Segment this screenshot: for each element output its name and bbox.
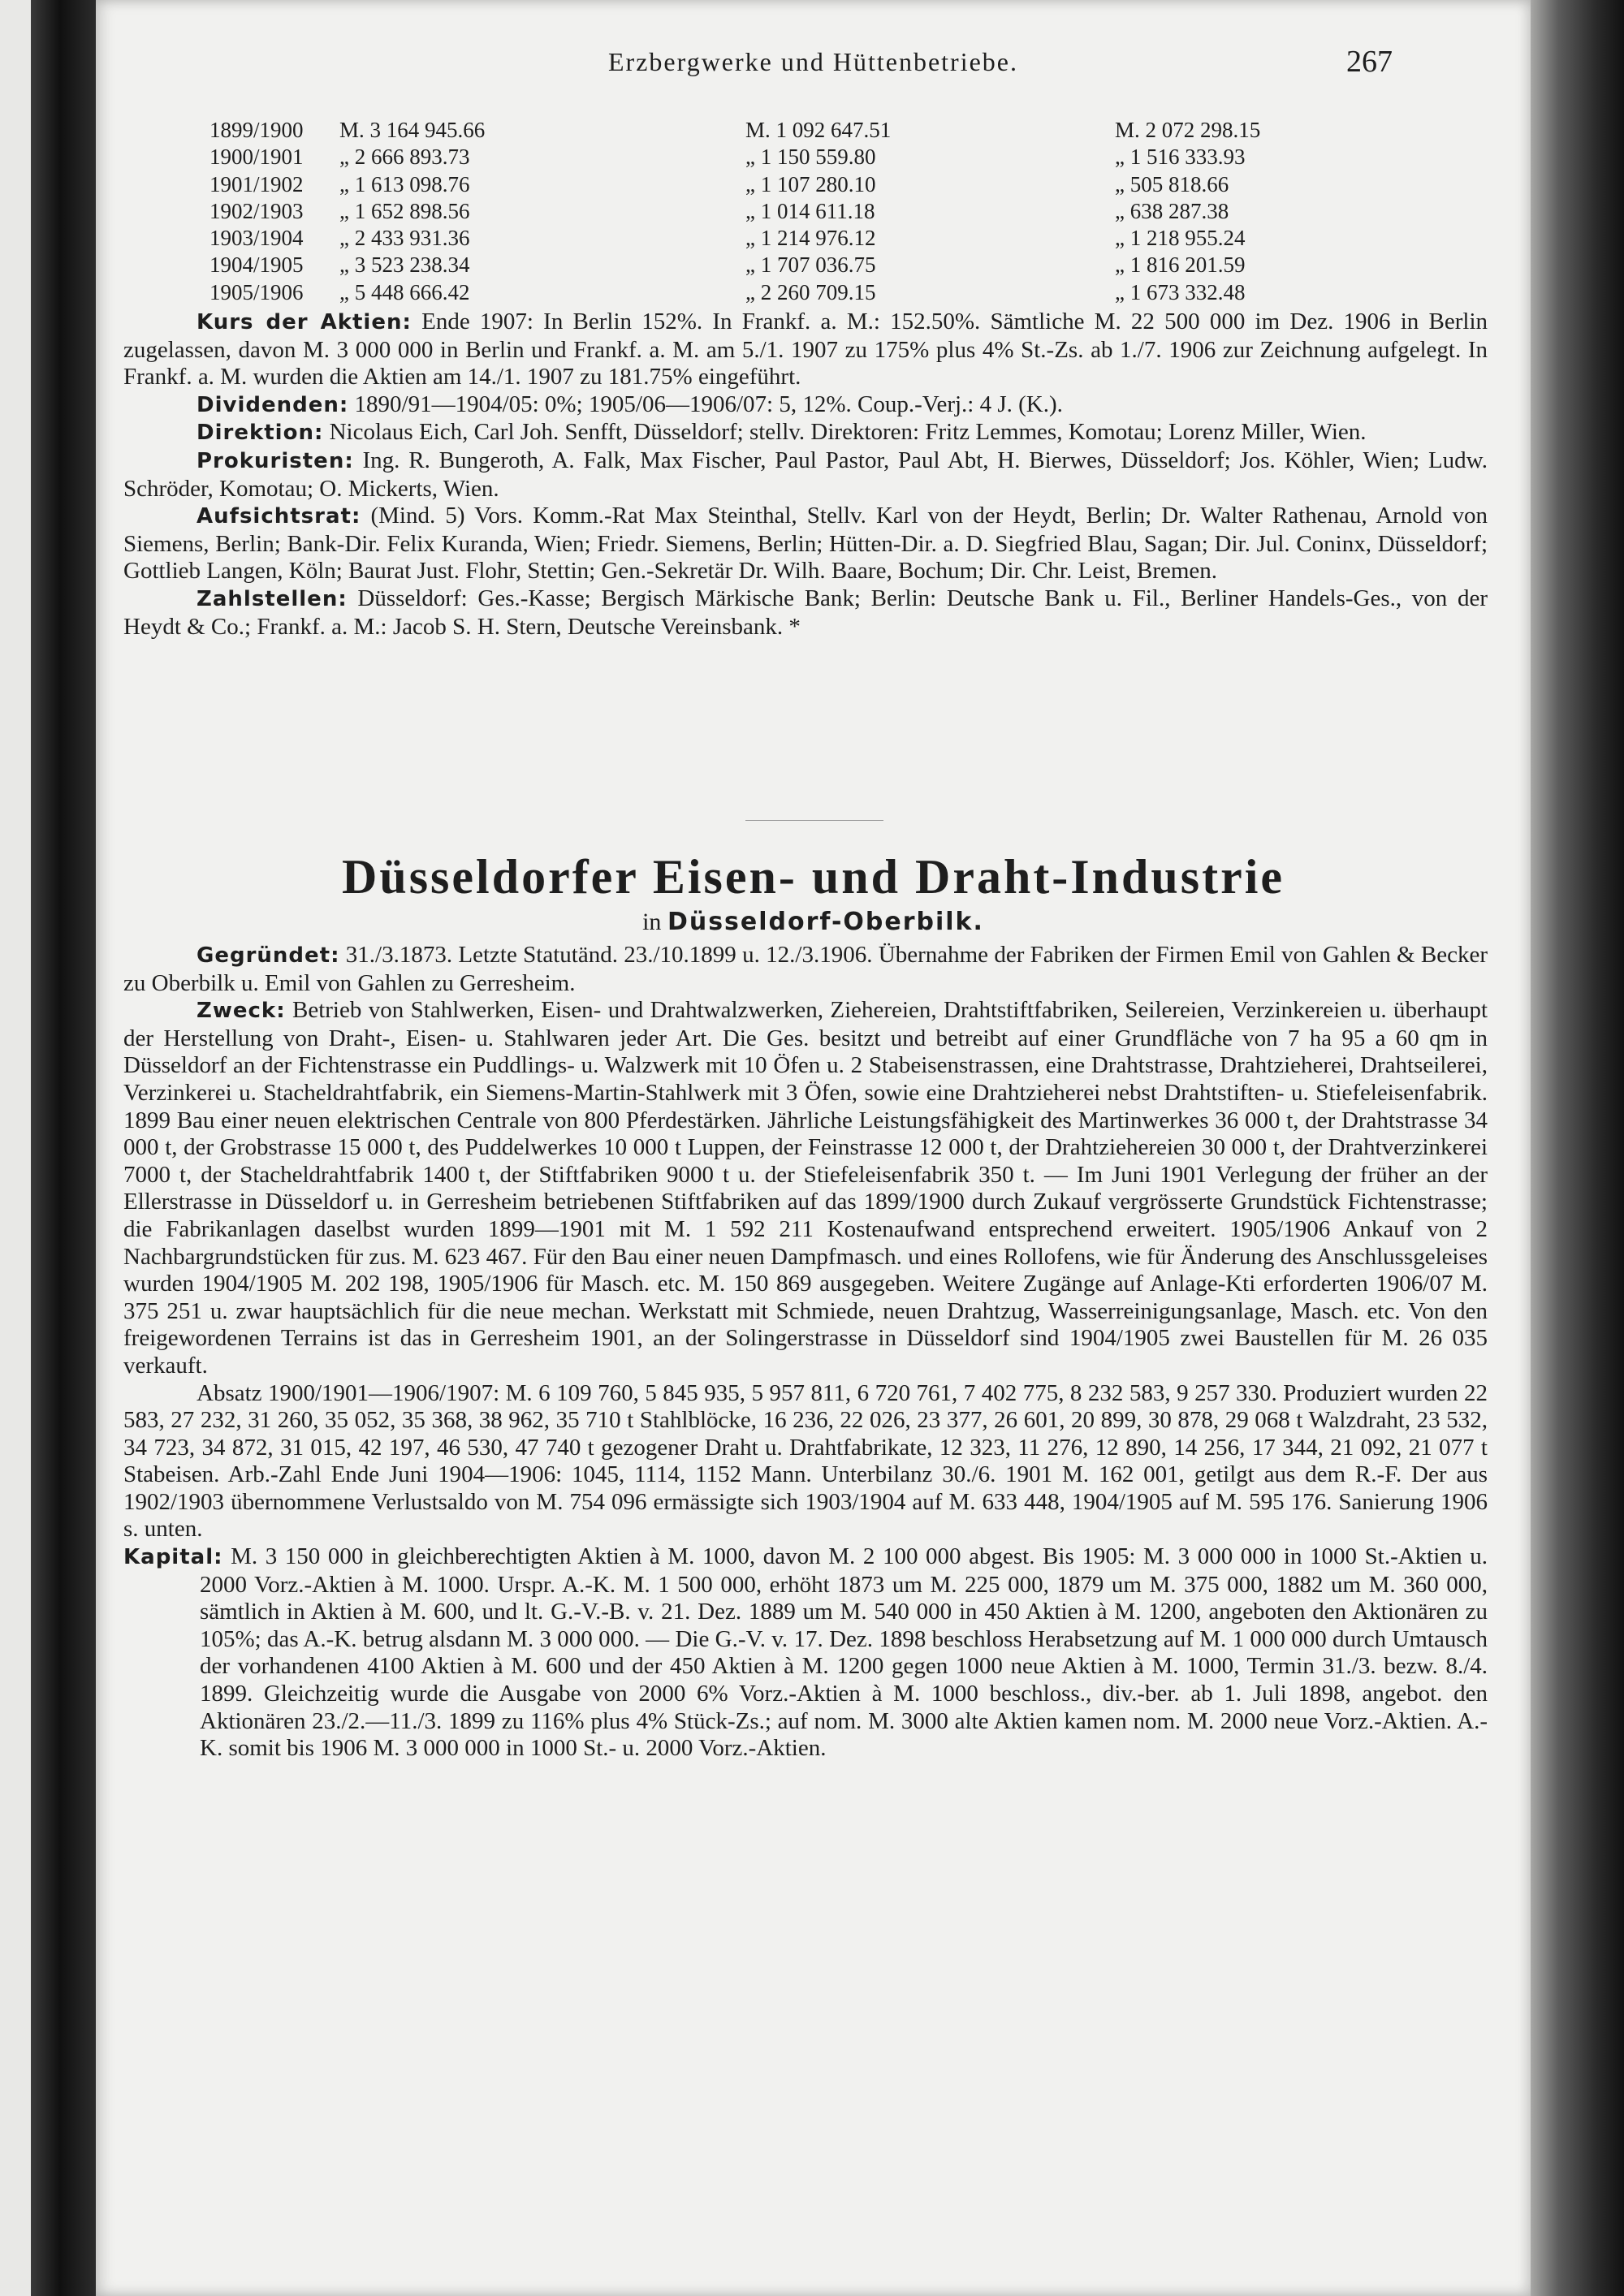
figures-column-1	[339, 117, 485, 306]
table-row-year: 1904/1905	[209, 252, 304, 278]
direktion-label: Direktion:	[197, 421, 324, 446]
zweck-label: Zweck:	[197, 999, 286, 1024]
table-cell: „ 1 150 559.80	[745, 145, 876, 170]
company-title: Düsseldorfer Eisen- und Draht-Industrie	[342, 850, 1285, 904]
dividenden-label: Dividenden:	[197, 392, 349, 417]
kapital-label: Kapital:	[123, 1545, 223, 1570]
prokuristen-text: Ing. R. Bungeroth, A. Falk, Max Fischer, Paul Pastor, Paul Abt, H. Bierwes, Düsseldorf; Jos. Köhler, Wien; Ludw. Schröder, Komotau; O. Mickerts, Wien.	[123, 447, 1488, 502]
table-cell: „ 2 666 893.73	[339, 145, 470, 170]
kurs-text: Ende 1907: In Berlin 152%. In Frankf. a. M.: 152.50%. Sämtliche M. 22 500 000 im Dez. 1906 in Berlin zugelassen, davon M. 3 000 000 in Berlin und Frankf. a. M. am 5./1. 1907 zu 175% plus 4% St.-Zs. ab 1./7. 1906 zur Zeichnung aufgelegt. In Frankf. a. M. wurden die Aktien am 14./1. 1907 zu 181.75% eingeführt.	[123, 309, 1488, 391]
aufsichtsrat-label: Aufsichtsrat:	[197, 504, 361, 529]
table-row-year: 1902/1903	[209, 198, 304, 223]
table-cell: „ 1 107 280.10	[745, 171, 876, 196]
page-number: 267	[1346, 45, 1393, 79]
dividenden-text: 1890/91—1904/05: 0%; 1905/06—1906/07: 5, 12%. Coup.-Verj.: 4 J. (K.).	[348, 391, 1063, 417]
zweck-text: Betrieb von Stahlwerken, Eisen- und Drahtwalzwerken, Ziehereien, Drahtstiftfabriken, Seilereien, Verzinkereien u. überhaupt der Herstellung von Draht-, Eisen- u. Stahlwaren jeder Art. Die Ges. besitzt und betreibt auf einer Grundfläche von 7 ha 95 a 60 qm in Düsseldorf an der Fichtenstrasse ein Puddlings- u. Walzwerk mit 10 Öfen u. 2 Stabeisenstrassen, eine Drahtstrasse, Drahtzieherei, Drahtseilerei, Verzinkerei u. Stacheldrahtfabrik, ein Siemens-Martin-Stahlwerk mit 3 Öfen, sowie eine Drahtzieherei nebst Drahtstiften- u. Stiefeleisenfabrik. 1899 Bau einer neuen elektrischen Centrale von 800 Pferdestärken. Jährliche Leistungsfähigkeit des Martinwerkes 36 000 t, der Drahtstrasse 34 000 t, der Grobstrasse 15 000 t, des Puddelwerkes 10 000 t Luppen, der Feinstrasse 12 000 t, der Drahtziehereien 30 000 t, der Drahtverzinkerei 7000 t, der Stacheldrahtfabrik 1400 t, der Stiftfabriken 9000 t u. der Stiefeleisenfabrik 350 t. — Im Juni 1901 Verlegung der früher an der Ellerstrasse in Düsseldorf u. in Gerresheim betriebenen Stiftfabriken auf das 1899/1900 durch Zukauf vergrösserte Grundstück Fichtenstrasse; die Fabrikanlagen daselbst wurden 1899—1901 mit M. 1 592 211 Kostenaufwand entsprechend erweitert. 1905/1906 Ankauf von 2 Nachbargrundstücken für zus. M. 623 467. Für den Bau einer neuen Dampfmasch. und eines Rollofens, wie für Änderung des Anschlussgeleises wurden 1904/1905 M. 202 198, 1905/1906 für Masch. etc. M. 150 869 ausgegeben. Weitere Zugänge auf Anlage-Kti erforderten 1906/07 M. 375 251 u. zwar hauptsächlich für die neue mechan. Werkstatt mit Schmiede, neuen Drahtzug, Wasserreinigungsanlage, Masch. etc. Von den freigewordenen Terrains ist das in Gerresheim 1901, an der Solingerstrasse in Düsseldorf sind 1904/1905 zwei Baustellen für M. 26 035 verkauft.	[123, 997, 1488, 1379]
book-gutter	[31, 0, 96, 2296]
page	[96, 0, 1531, 2296]
table-row-year: 1905/1906	[209, 279, 304, 304]
table-cell: „ 1 816 201.59	[1115, 252, 1246, 278]
table-row-year: 1903/1904	[209, 226, 304, 251]
figures-column-2	[745, 117, 891, 306]
kurs-paragraph	[123, 309, 1488, 391]
table-row-year: 1900/1901	[209, 145, 304, 170]
gegruendet-paragraph	[123, 942, 1488, 997]
table-cell: „ 1 214 976.12	[745, 226, 876, 251]
zahlstellen-label: Zahlstellen:	[197, 586, 348, 611]
table-cell: „ 2 260 709.15	[745, 279, 876, 304]
kurs-label: Kurs der Aktien:	[197, 310, 412, 334]
table-cell: „ 3 523 238.34	[339, 252, 470, 278]
direktion-paragraph	[123, 419, 1488, 447]
location-prefix: in	[642, 908, 662, 935]
direktion-text: Nicolaus Eich, Carl Joh. Senfft, Düsseldorf; stellv. Direktoren: Fritz Lemmes, Komotau; Lorenz Miller, Wien.	[323, 419, 1367, 446]
dividenden-paragraph	[123, 391, 1488, 420]
table-cell: „ 1 218 955.24	[1115, 226, 1246, 251]
table-cell: „ 1 516 333.93	[1115, 145, 1246, 170]
aufsichtsrat-text: (Mind. 5) Vors. Komm.-Rat Max Steinthal, Stellv. Karl von der Heydt, Berlin; Dr. Walter Rathenau, Arnold von Siemens, Berlin; Bank-Dir. Felix Kuranda, Wien; Friedr. Siemens, Berlin; Hütten-Dir. a. D. Siegfried Blau, Sagan; Dir. Jul. Coninx, Düsseldorf; Gottlieb Langen, Köln; Baurat Just. Flohr, Stettin; Gen.-Sekretär Dr. Wilh. Baare, Bochum; Dir. Chr. Leist, Bremen.	[123, 503, 1488, 585]
zweck-paragraph	[123, 997, 1488, 1379]
location-name: Düsseldorf-Oberbilk.	[667, 908, 984, 936]
section-divider	[745, 820, 883, 821]
zahlstellen-paragraph	[123, 585, 1488, 641]
table-cell: „ 1 014 611.18	[745, 198, 875, 223]
table-cell: „ 2 433 931.36	[339, 226, 470, 251]
aufsichtsrat-paragraph	[123, 503, 1488, 585]
table-cell: M. 2 072 298.15	[1115, 118, 1261, 142]
table-cell: M. 3 164 945.66	[339, 118, 486, 142]
gegruendet-text: 31./3.1873. Letzte Statutänd. 23./10.1899 u. 12./3.1906. Übernahme der Fabriken der Firmen Emil von Gahlen & Becker zu Oberbilk u. Emil von Gahlen zu Gerresheim.	[123, 942, 1488, 996]
previous-page-edge	[0, 0, 31, 2296]
prokuristen-paragraph	[123, 447, 1488, 503]
page-edge-shadow	[1531, 0, 1624, 2296]
figures-column-years-1	[209, 117, 304, 306]
absatz-paragraph: Absatz 1900/1901—1906/1907: M. 6 109 760, 5 845 935, 5 957 811, 6 720 761, 7 402 775, 8 232 583, 9 257 330. Produziert wurden 22 583, 27 232, 31 260, 35 052, 35 368, 38 962, 35 710 t Stahlblöcke, 16 236, 22 026, 23 377, 26 601, 20 899, 30 878, 29 068 t Walzdraht, 23 532, 34 723, 34 872, 31 015, 42 197, 46 530, 47 740 t gezogener Draht u. Drahtfabrikate, 12 323, 11 276, 12 890, 14 256, 17 344, 21 092, 21 077 t Stabeisen. Arb.-Zahl Ende Juni 1904—1906: 1045, 1114, 1152 Mann. Unterbilanz 30./6. 1901 M. 162 001, getilgt aus dem R.-F. Der aus 1902/1903 übernommene Verlustsaldo von M. 754 096 ermässigte sich 1903/1904 auf M. 633 448, 1904/1905 auf M. 595 176. Sanierung 1906 s. unten.	[123, 1379, 1488, 1543]
prokuristen-label: Prokuristen:	[197, 448, 354, 473]
table-row-year: 1899/1900	[209, 118, 304, 142]
kapital-paragraph	[123, 1543, 1488, 1763]
company-section	[123, 942, 1488, 1763]
kapital-text: M. 3 150 000 in gleichberechtigten Aktien à M. 1000, davon M. 2 100 000 abgest. Bis 1905: M. 3 000 000 in 1000 St.-Aktien u. 2000 Vorz.-Aktien à M. 1000. Urspr. A.-K. M. 1 500 000, erhöht 1873 um M. 225 000, 1879 um M. 375 000, 1882 um M. 360 000, sämtlich in Aktien à M. 600, und lt. G.-V.-B. v. 21. Dez. 1889 um M. 540 000 in 450 Aktien à M. 1200, angeboten den Aktionären zu 105%; das A.-K. betrug alsdann M. 3 000 000. — Die G.-V. v. 17. Dez. 1898 beschloss Herabsetzung auf M. 1 000 000 durch Umtausch der vorhandenen 4100 Aktien à M. 600 und der 450 Aktien à M. 1200 gegen 1000 neue Aktien à M. 1000, Termin 31./3. bezw. 8./4. 1899. Gleichzeitig wurde die Ausgabe von 2000 6% Vorz.-Aktien à M. 1000 beschloss., div.-ber. ab 1. Juli 1898, angebot. den Aktionären 23./2.—11./3. 1899 zu 116% plus 4% Stück-Zs.; auf nom. M. 3000 alte Aktien kamen nom. M. 2000 neue Vorz.-Aktien. A.-K. somit bis 1906 M. 3 000 000 in 1000 St.- u. 2000 Vorz.-Aktien.	[200, 1543, 1488, 1762]
table-cell: M. 1 092 647.51	[745, 118, 892, 142]
table-cell: „ 638 287.38	[1115, 198, 1229, 223]
running-title: Erzbergwerke und Hüttenbetriebe.	[608, 47, 1018, 76]
zahlstellen-text: Düsseldorf: Ges.-Kasse; Bergisch Märkische Bank; Berlin: Deutsche Bank u. Fil., Berliner Handels-Ges., von der Heydt & Co.; Frankf. a. M.: Jacob S. H. Stern, Deutsche Vereinsbank. *	[123, 585, 1488, 640]
table-cell: „ 1 652 898.56	[339, 198, 470, 223]
table-cell: „ 1 707 036.75	[745, 252, 876, 278]
company-location	[96, 908, 1531, 936]
table-cell: „ 5 448 666.42	[339, 279, 470, 304]
previous-company-section	[123, 309, 1488, 641]
table-cell: „ 505 818.66	[1115, 171, 1229, 196]
figures-column-3	[1115, 117, 1260, 306]
gegruendet-label: Gegründet:	[197, 943, 340, 968]
table-row-year: 1901/1902	[209, 171, 304, 196]
table-cell: „ 1 673 332.48	[1115, 279, 1246, 304]
table-cell: „ 1 613 098.76	[339, 171, 470, 196]
